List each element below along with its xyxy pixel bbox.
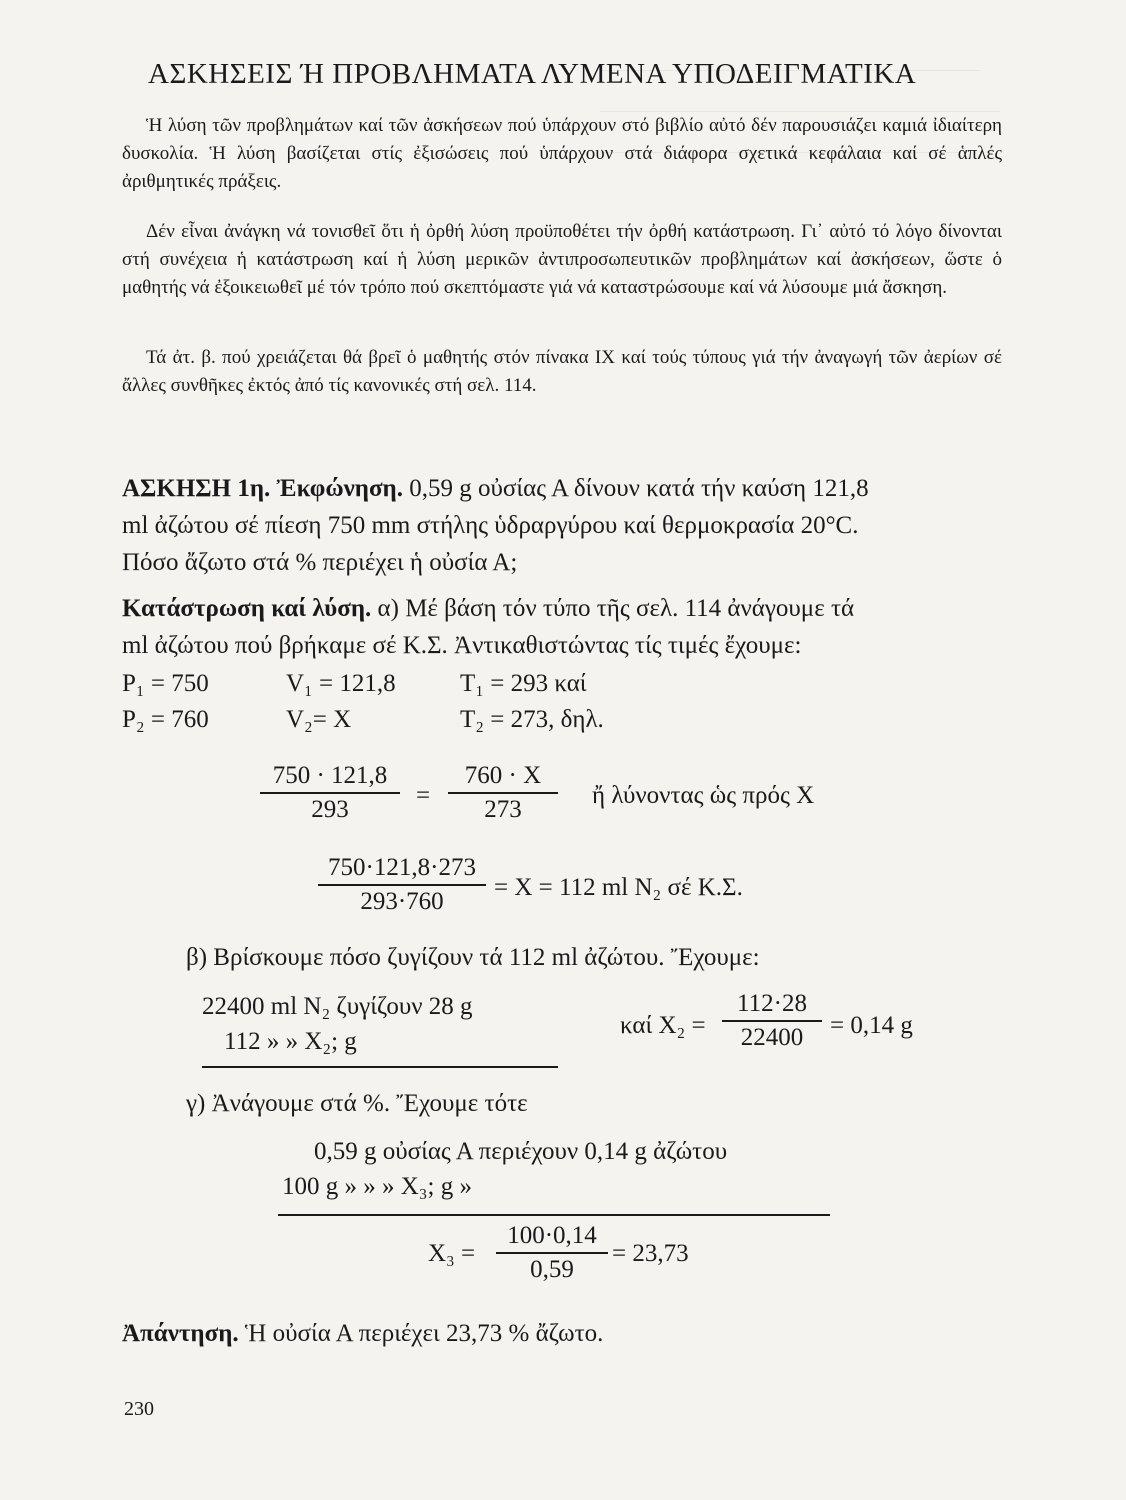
eq1-tail: ἤ λύνοντας ὡς πρός X (592, 782, 815, 809)
intro-paragraph-1: Ἡ λύση τῶν προβλημάτων καί τῶν ἀσκήσεων πού ὑπάρχουν στό βιβλίο αὐτό δέν παρουσιάζει καμιά ἰδιαίτερη δυσκολία. Ἡ λύση βασίζεται στίς ἐξισώσεις πού ὑπάρχουν στά διάφορα σχετικά κεφάλαια καί σέ ἁπλές ἀριθμητικές πράξεις. (122, 115, 1002, 192)
solution-line-1 (122, 595, 854, 623)
answer-label: Ἀπάντηση. (122, 1320, 239, 1347)
eq1-right-denominator: 273 (484, 796, 522, 823)
result-c-prefix: X₃ = (428, 1240, 476, 1267)
proportion-b-rule (202, 1066, 558, 1068)
result-c-value: = 23,73 (612, 1240, 689, 1267)
proportion-b-line-2: 112 » » X₂; g (224, 1028, 357, 1055)
eq1-equals: = (416, 782, 431, 809)
answer-line (122, 1320, 603, 1348)
proportion-b-line-1: 22400 ml N₂ ζυγίζουν 28 g (202, 993, 473, 1020)
temperature-1: T₁ = 293 καί (460, 670, 587, 697)
solution-label: Κατάστρωση καί λύση. (122, 595, 372, 622)
step-b-text: β) Βρίσκουμε πόσο ζυγίζουν τά 112 ml ἀζώτου. Ἔχουμε: (186, 944, 760, 971)
statement-text-3: Πόσο ἄζωτο στά % περιέχει ἡ οὐσία Α; (122, 549, 518, 576)
result-b-fraction (722, 990, 822, 1052)
result-c-fraction (496, 1222, 608, 1284)
statement-text-1: 0,59 g οὐσίας Α δίνουν κατά τήν καύση 121,8 (409, 475, 869, 502)
intro-paragraph-2: Δέν εἶναι ἀνάγκη νά τονισθεῖ ὅτι ἡ ὀρθή λύση προϋποθέτει τήν ὀρθή κατάστρωση. Γι᾽ αὐτό τό λόγο δίνονται στή συνέχεια ἡ κατάστρωση καί ἡ λύση μερικῶν ἀντιπροσωπευτικῶν προβλημάτων καί ἀσκήσεων, ὥστε ὁ μαθητής νά ἐξοικειωθεῖ μέ τόν τρόπο πού σκεπτόμαστε γιά νά καταστρώσουμε καί νά λύσουμε μιά ἄσκηση. (122, 221, 1002, 298)
eq1-right-fraction (448, 762, 558, 824)
proportion-c-line-2: 100 g » » » X₃; g » (282, 1173, 472, 1200)
answer-text: Ἡ οὐσία Α περιέχει 23,73 % ἄζωτο. (244, 1320, 604, 1347)
eq1-left-numerator: 750 · 121,8 (260, 762, 400, 794)
eq2-denominator: 293·760 (360, 888, 444, 915)
eq2-numerator: 750·121,8·273 (318, 854, 486, 886)
step-c-text: γ) Ἀνάγουμε στά %. Ἔχουμε τότε (186, 1090, 528, 1117)
eq1-left-fraction (260, 762, 400, 824)
proportion-c-rule (278, 1214, 830, 1216)
solution-text-1: α) Μέ βάση τόν τύπο τῆς σελ. 114 ἀνάγουμε τά (377, 595, 855, 622)
statement-text-2: ml ἀζώτου σέ πίεση 750 mm στήλης ὑδραργύρου καί θερμοκρασία 20°C. (122, 512, 859, 539)
result-b-value: = 0,14 g (830, 1012, 913, 1039)
proportion-c-line-1: 0,59 g οὐσίας Α περιέχουν 0,14 g ἀζώτου (314, 1138, 728, 1165)
page-number: 230 (124, 1398, 154, 1420)
result-c-numerator: 100·0,14 (496, 1222, 608, 1254)
pressure-1: P₁ = 750 (122, 670, 209, 697)
eq2-result: = X = 112 ml N₂ σέ Κ.Σ. (494, 874, 743, 901)
volume-2: V₂= X (286, 706, 352, 733)
eq1-left-denominator: 293 (311, 796, 349, 823)
exercise-label: ΑΣΚΗΣΗ 1η. (122, 475, 271, 502)
result-b-prefix: καί X₂ = (620, 1012, 706, 1039)
solution-text-2: ml ἀζώτου πού βρήκαμε σέ Κ.Σ. Ἀντικαθιστώντας τίς τιμές ἔχουμε: (122, 632, 802, 659)
volume-1: V₁ = 121,8 (286, 670, 396, 697)
statement-label: Ἐκφώνηση. (276, 475, 404, 502)
result-b-denominator: 22400 (740, 1024, 804, 1051)
intro-paragraph-3: Τά ἀτ. β. πού χρειάζεται θά βρεῖ ὁ μαθητής στόν πίνακα IX καί τούς τύπους γιά τήν ἀναγωγή τῶν ἀερίων σέ ἄλλες συνθῆκες ἐκτός ἀπό τίς κανονικές στή σελ. 114. (122, 347, 1002, 396)
exercise-statement-line-1 (122, 475, 869, 503)
eq1-right-numerator: 760 · X (448, 762, 558, 794)
result-c-denominator: 0,59 (530, 1256, 574, 1283)
temperature-2: T₂ = 273, δηλ. (460, 706, 604, 733)
result-b-numerator: 112·28 (722, 990, 822, 1022)
pressure-2: P₂ = 760 (122, 706, 209, 733)
eq2-fraction (318, 854, 486, 916)
page-title: ΑΣΚΗΣΕΙΣ Ή ΠΡΟΒΛΗΜΑΤΑ ΛΥΜΕΝΑ ΥΠΟΔΕΙΓΜΑΤΙΚΑ (148, 58, 917, 90)
